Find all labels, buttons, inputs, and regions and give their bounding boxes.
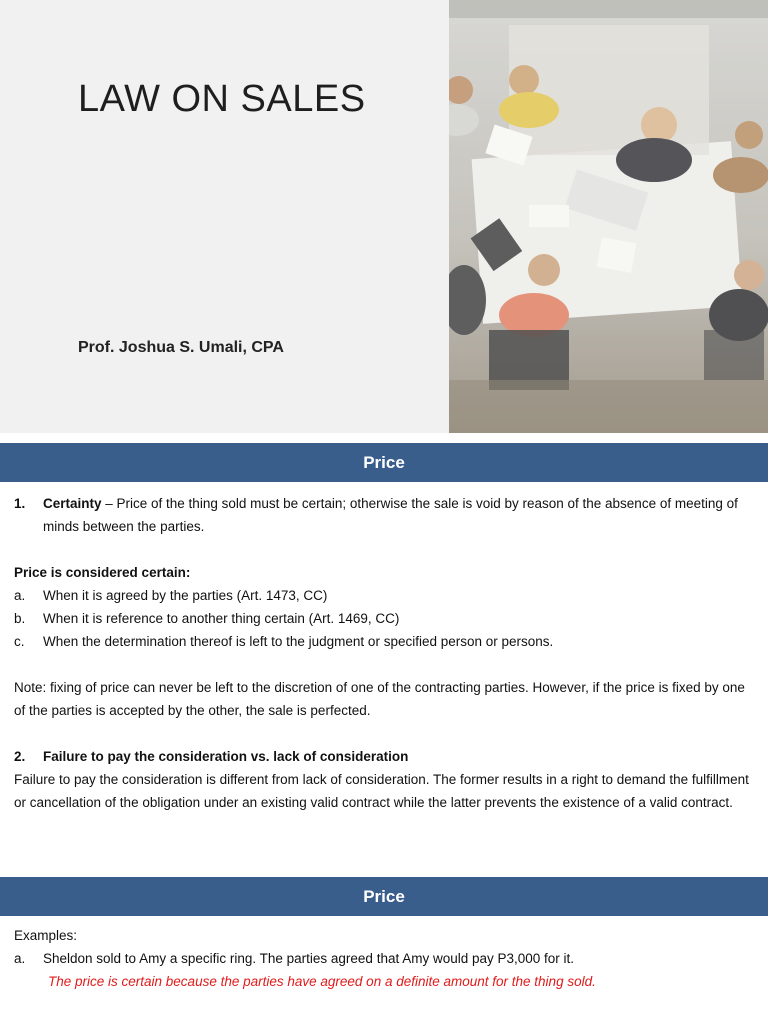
item-text: When the determination thereof is left to the judgment or specified person or persons.: [43, 634, 554, 649]
certain-heading: Price is considered certain:: [14, 565, 191, 580]
item-failure-heading: [14, 745, 754, 768]
price-slide-1: [0, 443, 768, 863]
note-paragraph: Note: fixing of price can never be left to the discretion of one of the contracting parties. However, if the price is fixed by one of the parties is accepted by the other, the sale is perfected.: [14, 680, 745, 718]
item-number: 1.: [14, 496, 26, 511]
examples-label: Examples:: [14, 928, 78, 943]
item-text: When it is reference to another thing certain (Art. 1469, CC): [43, 611, 400, 626]
item-marker: b.: [14, 611, 26, 626]
item-term: Certainty: [43, 496, 102, 511]
item-marker: a.: [14, 951, 26, 966]
item-text: Sheldon sold to Amy a specific ring. The parties agreed that Amy would pay P3,000 for it.: [43, 951, 575, 966]
certain-item: [14, 607, 754, 630]
item-certainty: [14, 492, 754, 538]
example-explanation: The price is certain because the parties have agreed on a definite amount for the thing sold.: [48, 974, 596, 989]
item-heading: Failure to pay the consideration vs. lack of consideration: [43, 749, 409, 764]
item-text: – Price of the thing sold must be certain; otherwise the sale is void by reason of the absence of meeting of minds between the parties.: [43, 496, 738, 534]
item-text: When it is agreed by the parties (Art. 1473, CC): [43, 588, 328, 603]
item-marker: c.: [14, 634, 25, 649]
certain-item: [14, 630, 754, 653]
meeting-photo: [449, 0, 768, 433]
slide-heading: Price: [0, 877, 768, 916]
title-slide: [0, 0, 768, 433]
item-number: 2.: [14, 749, 26, 764]
meeting-photo-illustration: [449, 0, 768, 433]
item-marker: a.: [14, 588, 26, 603]
failure-paragraph: Failure to pay the consideration is different from lack of consideration. The former results in a right to demand the fulfillment or cancellation of the obligation under an existing valid contract while the latter prevents the existence of a valid contract.: [14, 772, 749, 810]
slide-title: LAW ON SALES: [78, 78, 366, 120]
slide-heading: Price: [0, 443, 768, 482]
example-item: [14, 947, 754, 970]
certain-item: [14, 584, 754, 607]
author-line: Prof. Joshua S. Umali, CPA: [78, 339, 284, 356]
price-slide-2: [0, 877, 768, 1024]
